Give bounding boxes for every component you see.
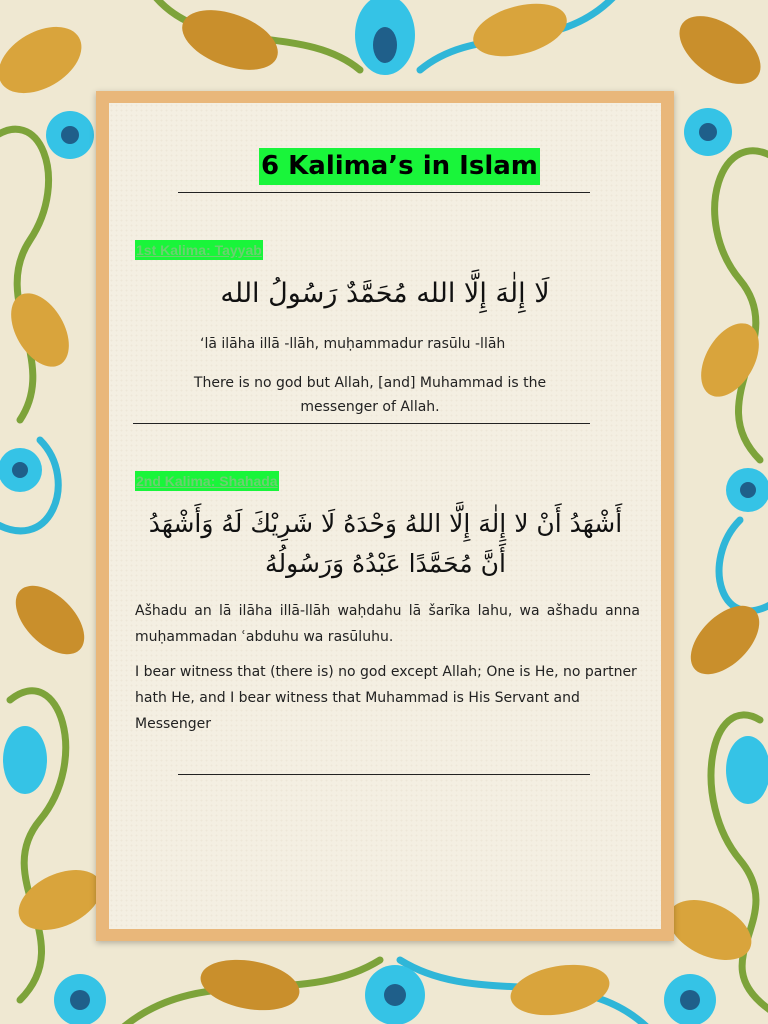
kalima-1-heading: 1st Kalima: Tayyab (136, 242, 262, 258)
page-title: 6 Kalima’s in Islam (259, 148, 540, 185)
kalima-2-transliteration: Ašhadu an lā ilāha illā-llāh waḥdahu lā šarīka lahu, wa ašhadu anna muḥammadan ʿabduhu wa rasūluhu. (135, 603, 640, 645)
kalima-2-heading: 2nd Kalima: Shahada (136, 473, 278, 489)
kalima-1-translation: There is no god but Allah, [and] Muhammad is the messenger of Allah. (193, 375, 547, 415)
kalima-2-divider (178, 774, 590, 775)
kalima-1-arabic: لَا إِلٰهَ إِلَّا الله مُحَمَّدٌ رَسُولُ الله (220, 278, 550, 309)
kalima-2-arabic: أَشْهَدُ أَنْ لا إِلٰهَ إِلَّا اللهُ وَحْدَهُ لَا شَرِيْكَ لَهُ وَأَشْهَدُ أَنَّ مُحَمَّدًا عَبْدُهُ وَرَسُولُهُ (148, 509, 623, 578)
title-divider (178, 192, 590, 193)
kalima-2-translation: I bear witness that (there is) no god except Allah; One is He, no partner hath He, and I bear witness that Muhammad is His Servant and Messenger (135, 664, 637, 732)
kalima-1-transliteration: ‘lā ilāha illā -llāh, muḥammadur rasūlu -llāh (200, 336, 506, 352)
kalima-1-divider (133, 423, 590, 424)
